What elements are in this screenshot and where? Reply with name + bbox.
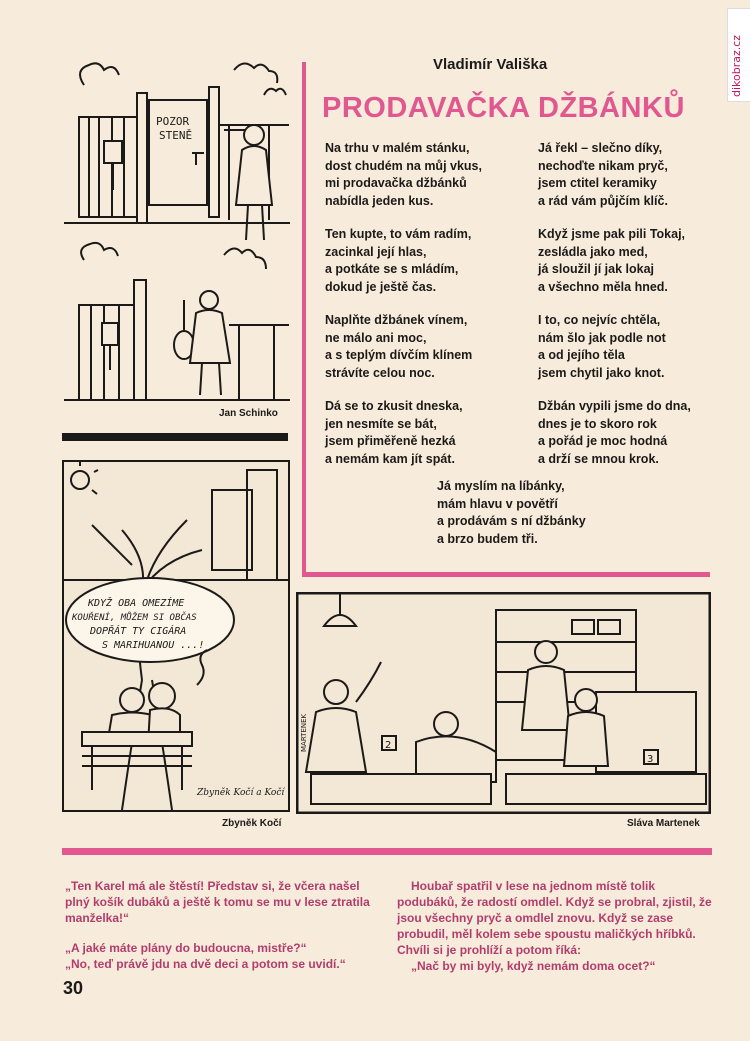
poem-line: Džbán vypili jsme do dna, (538, 399, 691, 413)
poem-line: nabídla jeden kus. (325, 193, 434, 208)
poem-line: jsem přiměřeně hezká (325, 434, 456, 448)
poem-line: a drží se mnou krok. (538, 451, 659, 466)
poem-line: Já myslím na líbánky, (437, 479, 565, 493)
poem-line: Naplňte džbánek vínem, (325, 313, 468, 327)
poem-line: nechoďte nikam pryč, (538, 158, 668, 173)
bench-signature: Zbyněk Kočí a Kočí (197, 788, 285, 798)
poem-line: dnes je to skoro rok (538, 416, 657, 431)
poem-line: a s teplým dívčím klínem (325, 348, 473, 362)
joke-text: „Nač by mi byly, když nemám doma ocet?“ (411, 959, 656, 973)
bar-cartoon (296, 592, 711, 814)
poem-line: a nemám kam jít spát. (325, 451, 455, 466)
poem-line: já sloužil jí jak lokaj (538, 262, 655, 276)
bubble-line-1: KDYŽ OBA OMEZÍME (88, 598, 185, 609)
badge-left: 2 (385, 740, 392, 751)
credit-martenek: Sláva Martenek (627, 818, 700, 829)
poem-frame-horizontal (302, 572, 710, 577)
fence-cartoon (64, 55, 290, 405)
stanza-right-3 (538, 312, 666, 382)
poem-line: Já řekl – slečno díky, (538, 141, 663, 155)
stanza-left-1 (325, 140, 482, 210)
jokes-divider (62, 848, 712, 855)
poem-line: Ten kupte, to vám radím, (325, 227, 472, 241)
joke-text: „Ten Karel má ale štěstí! Představ si, že včera našel plný košík dubáků a ještě k tomu se mu v lese ztratila manželka!“ (65, 879, 370, 925)
stanza-left-3 (325, 312, 472, 382)
joke-text: Houbař spatřil v lese na jednom místě tolik podubáků, že radostí omdlel. Když se probral, zjistil, že jsou všechny pryč a omdlel znovu. Když se zase probudil, měl kolem sebe spoustu maličkých hříbků. Chvíli si je prohlíží a potom říká: (397, 879, 712, 957)
watermark-tab (727, 8, 750, 102)
stanza-left-4 (325, 398, 463, 468)
joke-right (397, 878, 715, 974)
sign-line-1: POZOR (156, 115, 190, 128)
poem-frame-vertical (302, 62, 306, 576)
poem-line: a potkáte se s mládím, (325, 262, 459, 276)
stanza-right-1 (538, 140, 668, 210)
poem-line: Když jsme pak pili Tokaj, (538, 227, 686, 241)
page-number: 30 (63, 978, 84, 998)
poem-line: mi prodavačka džbánků (325, 176, 467, 190)
poem-line: strávíte celou noc. (325, 365, 435, 380)
poem-line: a od jejího těla (538, 348, 625, 362)
poem-line: jsem chytil jako knot. (538, 365, 665, 380)
bubble-line-3: DOPŘÁT TY CIGÁRA (90, 626, 187, 637)
stanza-left-2 (325, 226, 471, 296)
poem-line: zesládla jako med, (538, 244, 648, 259)
badge-right: 3 (647, 754, 654, 765)
bubble-line-4: S MARIHUANOU ...! (102, 640, 205, 651)
poem-line: jsem ctitel keramiky (538, 176, 657, 190)
stanza-final (437, 478, 586, 548)
poem-line: a prodávám s ní džbánky (437, 514, 586, 528)
bar-signature: MARTENEK (300, 713, 308, 752)
poem-line: a všechno měla hned. (538, 279, 668, 294)
poem-line: jen nesmíte se bát, (325, 416, 437, 431)
poem-line: a brzo budem tři. (437, 531, 538, 546)
poem-line: nám šlo jak podle not (538, 330, 666, 345)
joke-left (65, 878, 383, 972)
stanza-right-2 (538, 226, 685, 296)
bench-cartoon (62, 460, 290, 812)
poem-author: Vladimír Vališka (433, 56, 548, 73)
stanza-right-4 (538, 398, 691, 468)
poem-title: PRODAVAČKA DŽBÁNKŮ (322, 92, 685, 124)
joke-text: „A jaké máte plány do budoucna, mistře?“ (65, 941, 307, 955)
credit-schinko: Jan Schinko (219, 408, 278, 419)
bubble-line-2: KOUŘENÍ, MŮŽEM SI OBČAS (72, 613, 197, 623)
divider-bar (62, 433, 288, 441)
poem-line: I to, co nejvíc chtěla, (538, 313, 661, 327)
poem-line: Na trhu v malém stánku, (325, 141, 470, 155)
poem-line: mám hlavu v povětří (437, 496, 558, 511)
sign-line-2: STENĚ (159, 129, 193, 142)
poem-line: a rád vám půjčím klíč. (538, 193, 668, 208)
poem-line: ne málo ani moc, (325, 330, 427, 345)
poem-line: dokud je ještě čas. (325, 279, 437, 294)
poem-line: a pořád je moc hodná (538, 434, 668, 448)
joke-text: „No, teď právě jdu na dvě deci a potom se uvidí.“ (65, 957, 346, 971)
poem-line: Dá se to zkusit dneska, (325, 399, 463, 413)
watermark-text: dikobraz.cz (730, 34, 743, 97)
credit-koci: Zbyněk Kočí (222, 818, 282, 829)
poem-line: zacinkal její hlas, (325, 244, 427, 259)
poem-line: dost chudém na můj vkus, (325, 158, 482, 173)
